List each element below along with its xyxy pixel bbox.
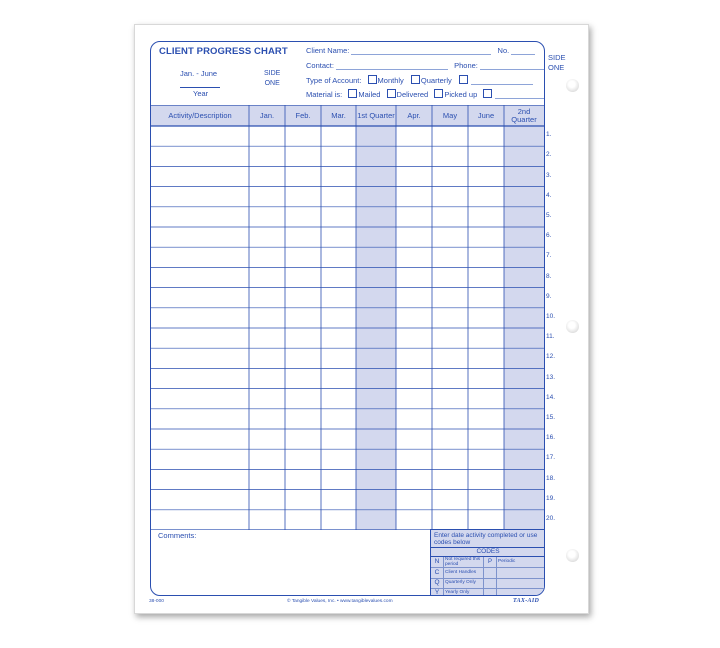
copyright-text: © Tangible Values, Inc. • www.tangiblevalues.com [287, 599, 393, 604]
brand-logo: TAX-AID [513, 598, 540, 604]
code-p-blank-c [483, 568, 497, 578]
code-key-y: Y [431, 588, 444, 596]
row-number: 13. [546, 373, 556, 381]
punch-hole-middle [566, 320, 579, 333]
punch-hole-bottom [566, 549, 579, 562]
side-inner-word2: ONE [264, 80, 280, 87]
row-number: 10. [546, 312, 556, 320]
column-header-0: Activity/Description [168, 110, 232, 120]
row-number: 3. [546, 171, 552, 179]
monthly-label: Monthly [377, 76, 404, 85]
activity-grid[interactable] [151, 105, 544, 530]
form-number: 38-000 [149, 599, 164, 604]
material-label: Material is: [306, 90, 343, 99]
comments-area[interactable] [151, 529, 430, 595]
year-line[interactable] [180, 87, 220, 88]
column-header-3: Mar. [331, 110, 346, 120]
monthly-checkbox[interactable] [368, 75, 377, 84]
contact-field[interactable] [336, 61, 448, 70]
row-number: 12. [546, 353, 556, 361]
delivered-label: Delivered [396, 90, 429, 99]
side-outer-label [548, 53, 566, 73]
code-key-n: N [431, 557, 444, 567]
row-number: 7. [546, 252, 552, 260]
codes-box [430, 529, 545, 596]
period-label: Jan. - June [180, 69, 218, 78]
grid-lines [151, 105, 544, 530]
form-frame [150, 41, 545, 596]
code-p-blank-q [483, 578, 497, 588]
client-name-label: Client Name: [306, 46, 350, 55]
contact-label: Contact: [306, 61, 334, 70]
phone-label: Phone: [454, 61, 478, 70]
row-number: 18. [546, 474, 556, 482]
row-number: 14. [546, 393, 556, 401]
row-number: 15. [546, 413, 556, 421]
client-name-row [306, 46, 535, 55]
column-header-8: 2nd Quarter [511, 106, 537, 124]
side-outer-word1: SIDE [548, 53, 566, 62]
row-number: 1. [546, 131, 552, 139]
column-header-5: Apr. [407, 110, 421, 120]
column-header-7: June [477, 110, 495, 120]
code-key-p: P [483, 557, 497, 567]
comments-label: Comments: [158, 531, 197, 540]
code-key-c: C [431, 568, 444, 578]
picked-up-label: Picked up [444, 90, 478, 99]
code-desc-q: Quarterly Only [445, 580, 476, 585]
material-row [306, 89, 545, 99]
quarterly-label: Quarterly [420, 76, 452, 85]
quarterly-checkbox[interactable] [411, 75, 420, 84]
phone-field[interactable] [480, 61, 545, 70]
side-outer-word2: ONE [548, 63, 565, 72]
codes-intro: Enter date activity completed or use codes below [434, 532, 538, 546]
no-field[interactable] [511, 46, 535, 55]
account-type-label: Type of Account: [306, 76, 362, 85]
other-material-checkbox[interactable] [483, 89, 492, 98]
row-number: 6. [546, 232, 552, 240]
contact-row [306, 61, 545, 70]
client-name-field[interactable] [351, 46, 491, 55]
code-desc-p: Periodic [498, 559, 516, 564]
no-label: No. [497, 46, 510, 55]
form-title: CLIENT PROGRESS CHART [159, 46, 288, 57]
row-number: 5. [546, 211, 552, 219]
picked-up-checkbox[interactable] [434, 89, 443, 98]
row-number: 2. [546, 151, 552, 159]
column-header-6: May [442, 110, 458, 120]
other-account-field[interactable] [471, 76, 533, 85]
code-desc-c: Client Handles [445, 570, 477, 575]
row-number: 19. [546, 494, 556, 502]
row-number: 4. [546, 191, 552, 199]
code-row-y [431, 588, 545, 596]
row-number: 16. [546, 434, 556, 442]
year-label: Year [193, 89, 209, 98]
delivered-checkbox[interactable] [387, 89, 396, 98]
form-page [134, 24, 589, 614]
punch-hole-top [566, 79, 579, 92]
account-type-row [306, 75, 533, 85]
row-number: 9. [546, 292, 552, 300]
code-row-n [431, 557, 545, 568]
side-inner-label [264, 69, 280, 89]
row-number: 8. [546, 272, 552, 280]
code-desc-n: Not required this period [445, 557, 481, 567]
code-p-blank-y [483, 588, 497, 596]
codes-header: CODES [431, 547, 545, 557]
row-number: 11. [546, 333, 555, 341]
side-inner-word1: SIDE [264, 70, 281, 77]
code-desc-y: Yearly Only [445, 590, 470, 595]
column-header-1: Jan. [259, 110, 275, 120]
other-material-field[interactable] [495, 90, 545, 99]
code-key-q: Q [431, 578, 444, 588]
row-number: 17. [546, 454, 556, 462]
mailed-label: Mailed [358, 90, 381, 99]
column-header-4: 1st Quarter [357, 110, 395, 120]
column-header-2: Feb. [295, 110, 311, 120]
mailed-checkbox[interactable] [348, 89, 357, 98]
row-number: 20. [546, 514, 556, 522]
other-account-checkbox[interactable] [459, 75, 468, 84]
